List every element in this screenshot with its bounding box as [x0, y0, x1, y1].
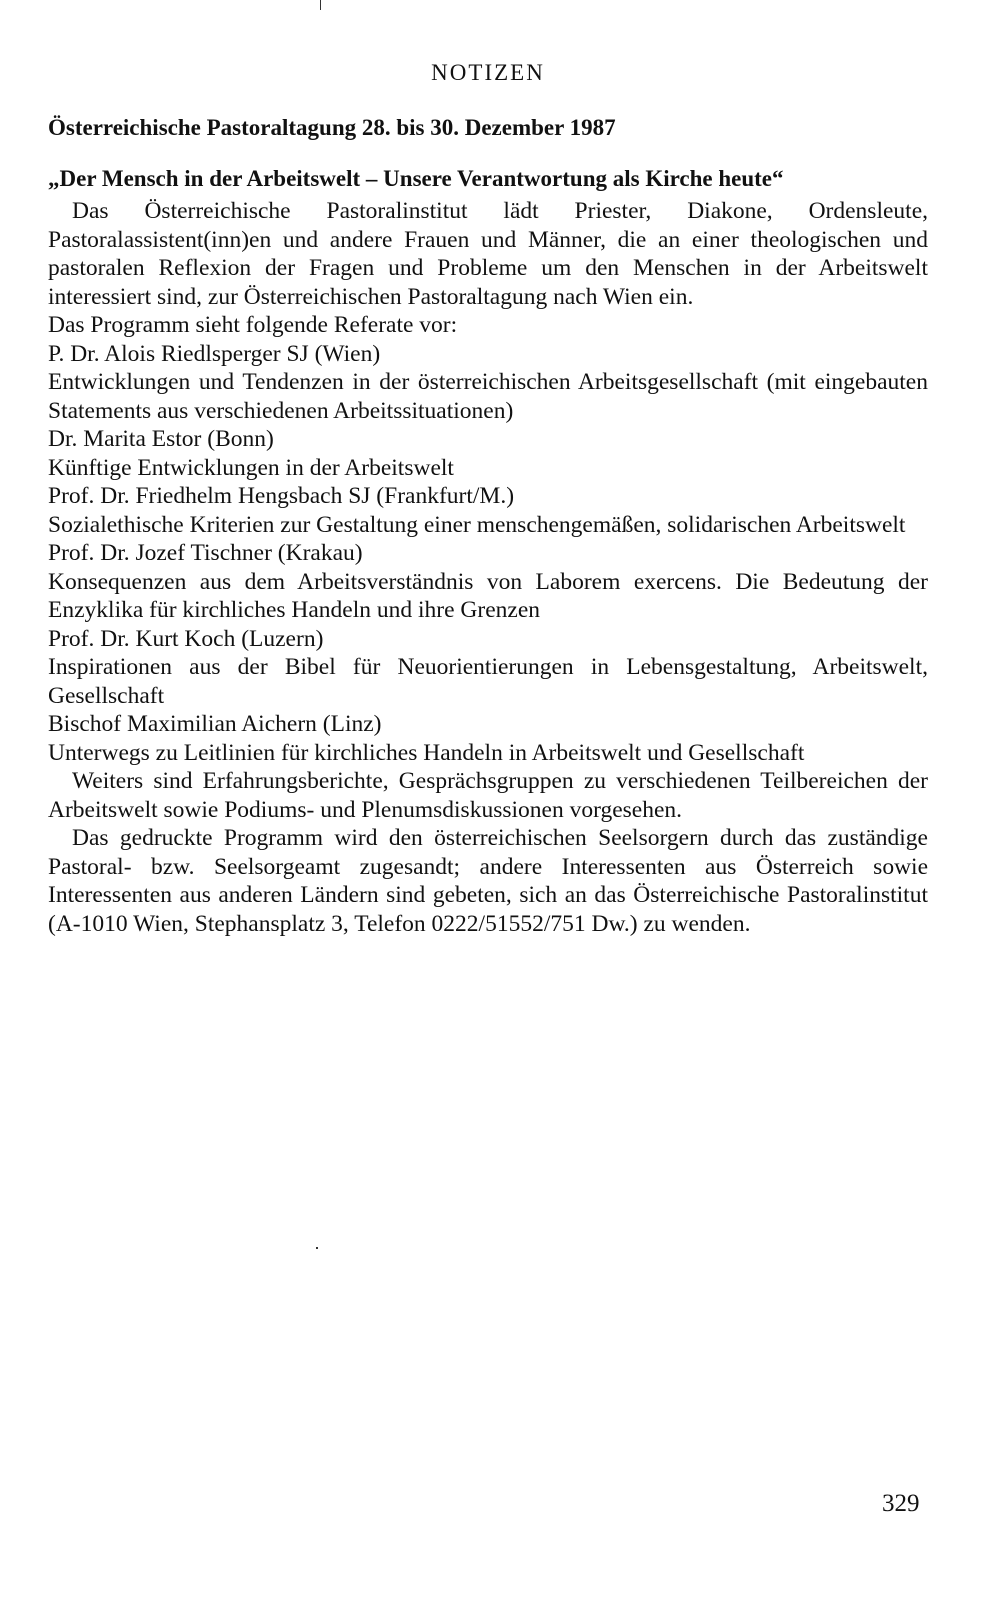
intro-paragraph: Das Österreichische Pastoralinstitut lädt Priester, Diakone, Ordensleute, Pastoralassistent(inn)en und andere Frauen und Männer, die an einer theologischen und pastoralen Reflexion der Fragen und Probleme um den Menschen in der Arbeitswelt interessiert sind, zur Österreichischen Pastoraltagung nach Wien ein.: [48, 198, 928, 310]
lecture-topic: Konsequenzen aus dem Arbeitsverständnis von Laborem exercens. Die Bedeutung der Enzyklika für kirchliches Handeln und ihre Grenzen: [48, 568, 928, 623]
lecture-list: [48, 340, 928, 768]
lecture-item: [48, 625, 928, 711]
event-heading: Österreichische Pastoraltagung 28. bis 30. Dezember 1987: [48, 115, 616, 140]
theme-heading: „Der Mensch in der Arbeitswelt – Unsere Verantwortung als Kirche heute“: [48, 166, 784, 191]
lecture-topic: Sozialethische Kriterien zur Gestaltung einer menschengemäßen, solidarischen Arbeitswelt: [48, 511, 906, 538]
contact-paragraph: Das gedruckte Programm wird den österreichischen Seelsorgern durch das zuständige Pastoral- bzw. Seelsorgeamt zugesandt; andere Interessenten aus Österreich sowie Interessenten aus anderen Ländern sind gebeten, sich an das Österreichische Pastoralinstitut (A-1010 Wien, Stephansplatz 3, Telefon 0222/51552/751 Dw.) zu wenden.: [48, 825, 928, 937]
lecture-speaker: Prof. Dr. Jozef Tischner (Krakau): [48, 540, 363, 566]
lecture-speaker: Prof. Dr. Kurt Koch (Luzern): [48, 625, 324, 652]
lecture-topic: Künftige Entwicklungen in der Arbeitswelt: [48, 454, 454, 481]
scan-speck: [316, 1247, 318, 1249]
lecture-speaker: Dr. Marita Estor (Bonn): [48, 426, 274, 452]
article-body: [48, 197, 928, 938]
lecture-speaker: Bischof Maximilian Aichern (Linz): [48, 711, 382, 737]
program-intro: Das Programm sieht folgende Referate vor:: [48, 312, 458, 338]
lecture-topic: Unterwegs zu Leitlinien für kirchliches Handeln in Arbeitswelt und Gesellschaft: [48, 739, 805, 766]
additional-paragraph: Weiters sind Erfahrungsberichte, Gesprächsgruppen zu verschiedenen Teilbereichen der Arbeitswelt sowie Podiums- und Plenumsdiskussionen vorgesehen.: [48, 768, 928, 823]
lecture-item: [48, 539, 928, 625]
lecture-item: [48, 710, 928, 767]
section-heading: NOTIZEN: [431, 60, 545, 85]
lecture-speaker: P. Dr. Alois Riedlsperger SJ (Wien): [48, 340, 381, 367]
lecture-item: [48, 340, 928, 426]
lecture-topic: Inspirationen aus der Bibel für Neuorientierungen in Lebensgestaltung, Arbeitswelt, Gesellschaft: [48, 654, 928, 709]
lecture-speaker: Prof. Dr. Friedhelm Hengsbach SJ (Frankfurt/M.): [48, 483, 515, 509]
lecture-item: [48, 482, 928, 539]
page-content: [48, 60, 928, 938]
scan-speck: [320, 0, 321, 10]
lecture-topic: Entwicklungen und Tendenzen in der österreichischen Arbeitsgesellschaft (mit eingebauten Statements aus verschiedenen Arbeitssituationen): [48, 369, 928, 424]
page-number: 329: [882, 1490, 920, 1517]
lecture-item: [48, 425, 928, 482]
